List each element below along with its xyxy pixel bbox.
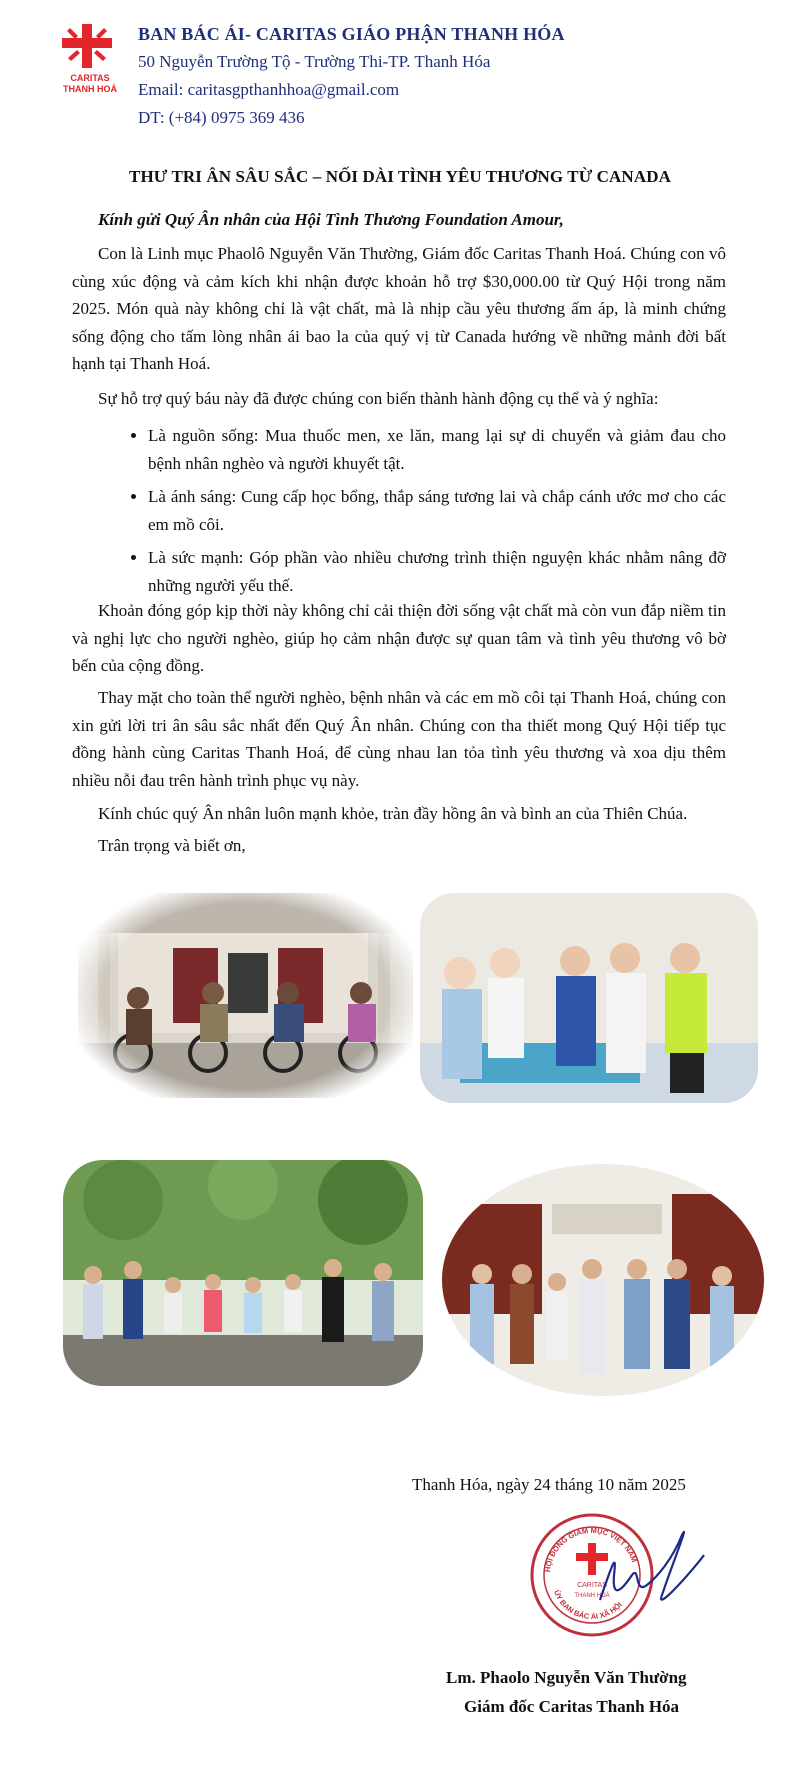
logo-text-caritas: CARITAS — [70, 73, 110, 83]
org-address: 50 Nguyễn Trường Tộ - Trường Thi-TP. Thanh Hóa — [138, 52, 491, 71]
list-item: • Là nguồn sống: Mua thuốc men, xe lăn, mang lại sự di chuyển và giảm đau cho bệnh nhân nghèo và người khuyết tật. — [148, 422, 726, 477]
signer-title: Giám đốc Caritas Thanh Hóa — [464, 1697, 680, 1716]
letter-title: THƯ TRI ÂN SÂU SẮC – NỐI DÀI TÌNH YÊU THƯƠNG TỪ CANADA — [129, 167, 671, 186]
official-seal-and-signature — [522, 1505, 712, 1645]
logo-text-thanhhoa: THANH HOÁ — [63, 84, 117, 94]
paragraph-blessing: Kính chúc quý Ân nhân luôn mạnh khỏe, tràn đầy hồng ân và bình an của Thiên Chúa. — [98, 804, 688, 823]
signer-name: Lm. Phaolo Nguyễn Văn Thường — [446, 1668, 687, 1687]
photo-hospital-visit — [420, 893, 758, 1103]
seal-text-bottom: ỦY BAN BÁC ÁI XÃ HỘI — [552, 1588, 624, 1622]
org-phone: DT: (+84) 0975 369 436 — [138, 108, 305, 127]
seal-text-thanhhoa: THANH HOÁ — [574, 1593, 610, 1599]
letter-greeting: Kính gửi Quý Ân nhân của Hội Tình Thương Foundation Amour, — [98, 210, 564, 229]
photo-home-visit-group — [442, 1164, 764, 1396]
letter-date: Thanh Hóa, ngày 24 tháng 10 năm 2025 — [412, 1475, 686, 1494]
paragraph-actions: Sự hỗ trợ quý báu này đã được chúng con biến thành hành động cụ thể và ý nghĩa: — [98, 389, 659, 408]
photo-orphan-children-group — [63, 1160, 423, 1386]
seal-text-caritas: CARITAS — [577, 1582, 607, 1589]
list-item: • Là sức mạnh: Góp phần vào nhiều chương trình thiện nguyện khác nhằm nâng đỡ những người yếu thế. — [148, 544, 726, 599]
org-name: BAN BÁC ÁI- CARITAS GIÁO PHẬN THANH HÓA — [138, 24, 565, 44]
paragraph-intro: Con là Linh mục Phaolô Nguyễn Văn Thường, Giám đốc Caritas Thanh Hoá. Chúng con vô cùng xúc động và cảm kích khi nhận được khoản hỗ trợ $30,000.00 từ Quý Hội trong năm 2025. Món quà này không chỉ là vật chất, mà là nhịp cầu yêu thương ấm áp, là minh chứng sống động cho tấm lòng nhân ái bao la của quý vị từ Canada hướng về những mảnh đời bất hạnh tại Thanh Hoá. — [72, 244, 726, 373]
org-email: Email: caritasgpthanhhoa@gmail.com — [138, 80, 400, 99]
seal-cross-icon — [576, 1543, 608, 1575]
paragraph-gratitude: Thay mặt cho toàn thể người nghèo, bệnh nhân và các em mồ côi tại Thanh Hoá, chúng con xin gửi lời tri ân sâu sắc nhất đến Quý Ân nhân. Chúng con tha thiết mong Quý Hội tiếp tục đồng hành cùng Caritas Thanh Hoá, để cùng nhau lan tỏa tình yêu thương và xoa dịu thêm nhiều nỗi đau trên hành trình phục vụ này. — [72, 688, 726, 790]
closing-text: Trân trọng và biết ơn, — [98, 836, 246, 855]
photo-wheelchair-recipients — [78, 893, 413, 1098]
caritas-logo — [52, 22, 128, 98]
seal-text-top: HỘI ĐỒNG GIÁM MỤC VIỆT NAM — [543, 1525, 639, 1573]
paragraph-impact: Khoản đóng góp kịp thời này không chỉ cải thiện đời sống vật chất mà còn vun đắp niềm tin và nghị lực cho người nghèo, giúp họ cảm nhận được sự quan tâm và tình yêu thương vô bờ bến của cộng đồng. — [72, 601, 726, 675]
actions-list — [72, 422, 726, 605]
list-item: • Là ánh sáng: Cung cấp học bổng, thắp sáng tương lai và chắp cánh ước mơ cho các em mồ côi. — [148, 483, 726, 538]
